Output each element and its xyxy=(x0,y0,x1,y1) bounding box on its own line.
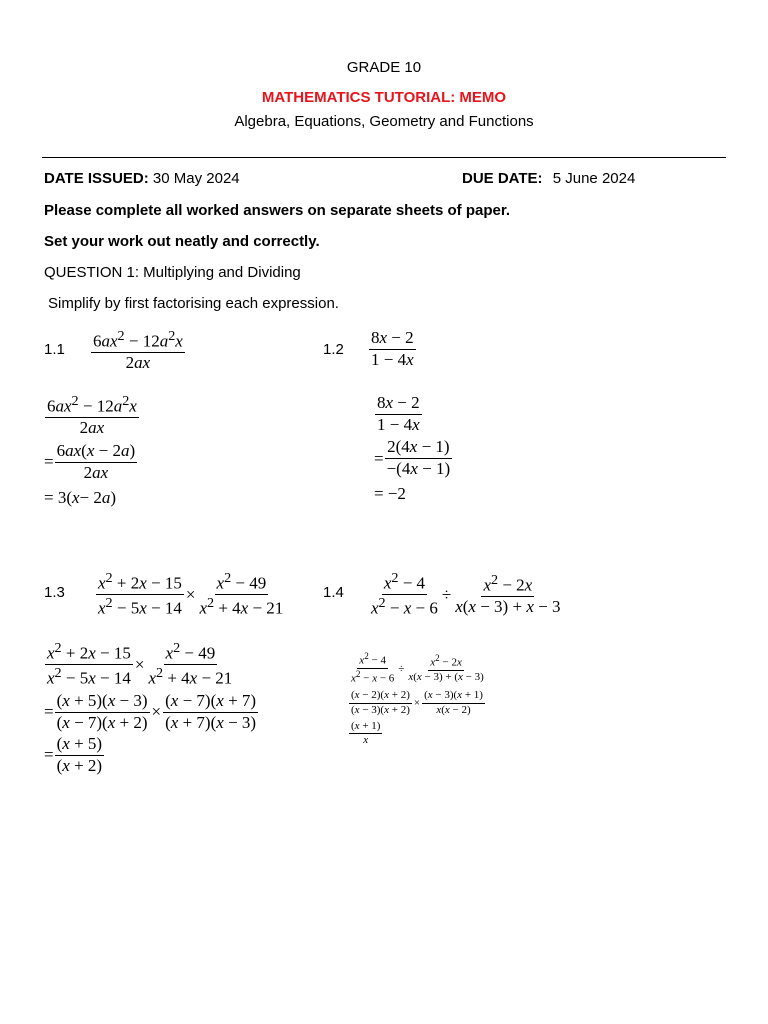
due-date-label: DUE DATE: xyxy=(462,170,543,187)
due-date-value: 5 June 2024 xyxy=(552,170,636,187)
problem-label-1-2: 1.2 xyxy=(323,341,344,358)
problem-1-4-expression: $\frac{x^2 - 4}{x^2 - x - 6}$ ÷ $\frac{x^2 - 2x}{x(x - 3) + x - 3}$ xyxy=(371,570,561,619)
instruction-1: Please complete all worked answers on separate sheets of paper. xyxy=(44,202,511,219)
problem-label-1-4: 1.4 xyxy=(323,584,344,601)
problem-1-3-expression: $\frac{x^2 + 2x - 15}{x^2 - 5x - 14}$ × $\frac{x^2 - 49}{x^2 + 4x - 21}$ xyxy=(98,570,284,619)
date-issued xyxy=(44,170,240,187)
document-subtitle: Algebra, Equations, Geometry and Functions xyxy=(234,113,534,130)
document-title: MATHEMATICS TUTORIAL: MEMO xyxy=(261,89,507,106)
due-date xyxy=(462,170,635,187)
solution-1-2: $\frac{8x - 2}{1 - 4x}$ = $\frac{2(4x - 1)}{-(4x - 1)}$ = −2 xyxy=(374,393,451,503)
solution-1-3: $\frac{x^2 + 2x - 15}{x^2 - 5x - 14}$ × $\frac{x^2 - 49}{x^2 + 4x - 21}$ = $\frac{(x + 5)(x - 3)}{(x - 7)(x + 2)}$ × $\frac{(x - 7)(x + 7)}{(x + 7)(x - 3)}$ = $\frac{(x + 5)}{(x + 2)}$ xyxy=(44,640,257,775)
instruction-2: Set your work out neatly and correctly. xyxy=(44,233,320,250)
date-issued-value: 30 May 2024 xyxy=(152,170,240,187)
date-issued-label: DATE ISSUED: xyxy=(44,170,149,187)
problem-label-1-3: 1.3 xyxy=(44,584,65,601)
grade-label: GRADE 10 xyxy=(346,59,422,76)
solution-1-1: $\frac{6ax^2 - 12a^2x}{2ax}$ = $\frac{6ax(x - 2a)}{2ax}$ = 3( x − 2 a ) xyxy=(44,393,137,507)
problem-1-2-expression: $\frac{8x - 2}{1 - 4x}$ xyxy=(371,328,414,369)
header-divider xyxy=(42,157,726,158)
solution-1-4: $\frac{x^2 - 4}{x^2 - x - 6}$ ÷ $\frac{x^2 - 2x}{x(x - 3) + (x - 3)}$ $\frac{(x - 2)(x + 2)}{(x - 3)(x + 2)}$ × $\frac{(x - 3)(x + 1)}{x(x - 2)}$ $\frac{(x + 1)}{x}$ xyxy=(351,651,484,747)
problem-1-1-expression: $\frac{6ax^2 - 12a^2x}{2ax}$ xyxy=(93,328,183,373)
question-prompt: Simplify by first factorising each expression. xyxy=(48,295,339,312)
question-heading: QUESTION 1: Multiplying and Dividing xyxy=(44,264,301,281)
problem-label-1-1: 1.1 xyxy=(44,341,65,358)
